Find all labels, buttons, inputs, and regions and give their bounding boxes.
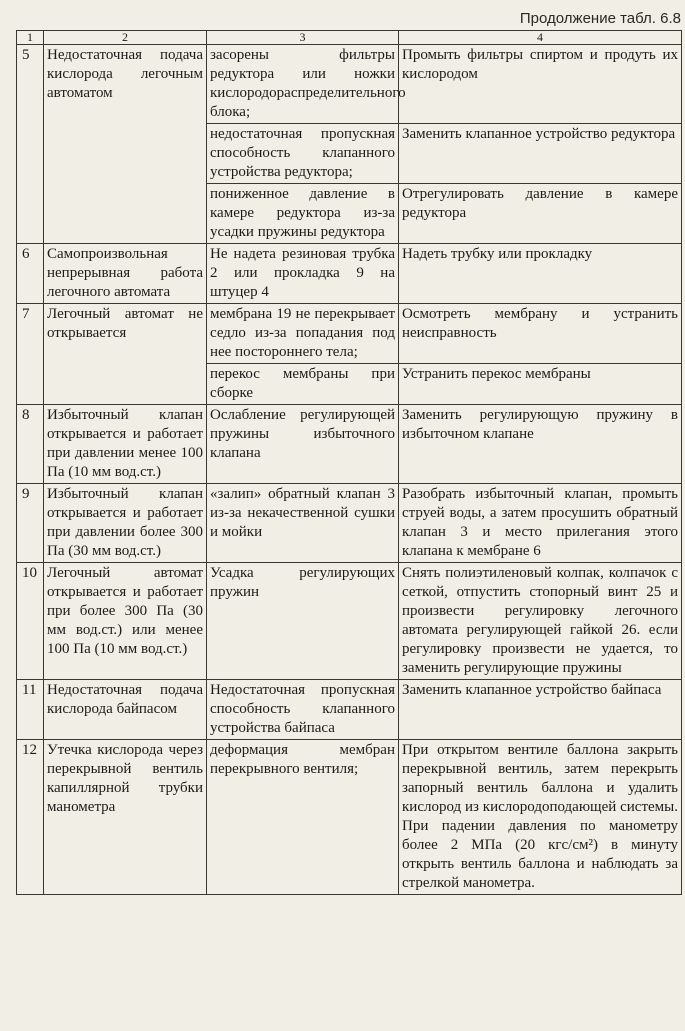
fault-cell: Утечка кислорода через перекрывной вентиль капиллярной трубки манометра xyxy=(44,740,207,895)
row-number: 12 xyxy=(17,740,44,895)
remedy-cell: Промыть фильтры спиртом и продуть их кислородом xyxy=(399,45,682,124)
table-row xyxy=(17,304,682,364)
column-number: 4 xyxy=(399,31,682,45)
fault-cell: Легочный автомат открывается и работает при более 300 Па (30 мм вод.ст.) или менее 100 Па (10 мм вод.ст.) xyxy=(44,563,207,680)
table-row xyxy=(17,45,682,124)
table-row xyxy=(17,563,682,680)
row-number: 5 xyxy=(17,45,44,244)
row-number: 8 xyxy=(17,405,44,484)
remedy-cell: Заменить клапанное устройство байпаса xyxy=(399,680,682,740)
fault-cell: Легочный автомат не открывается xyxy=(44,304,207,405)
cause-cell: Не надета резиновая трубка 2 или прокладка 9 на штуцер 4 xyxy=(207,244,399,304)
fault-cell: Недостаточная подача кислорода байпасом xyxy=(44,680,207,740)
remedy-cell: Надеть трубку или прокладку xyxy=(399,244,682,304)
cause-cell: Усадка регулирующих пружин xyxy=(207,563,399,680)
column-number: 3 xyxy=(207,31,399,45)
remedy-cell: Заменить клапанное устройство редуктора xyxy=(399,124,682,184)
cause-cell: мембрана 19 не перекрывает седло из-за попадания под нее постороннего тела; xyxy=(207,304,399,364)
row-number: 6 xyxy=(17,244,44,304)
remedy-cell: Разобрать избыточный клапан, промыть струей воды, а затем просушить обратный клапан 3 и место прилегания этого клапана к мембране 6 xyxy=(399,484,682,563)
fault-cell: Самопроизвольная непрерывная работа легочного автомата xyxy=(44,244,207,304)
remedy-cell: Снять полиэтиленовый колпак, колпачок с сеткой, отпустить стопорный винт 25 и произвести регулировку легочного автомата регулирующей гайкой 26. если регулировку произвести не удается, то заменить регулирующие пружины xyxy=(399,563,682,680)
fault-table xyxy=(16,30,682,895)
cause-cell: засорены фильтры редуктора или ножки кислородораспределительного блока; xyxy=(207,45,399,124)
column-number: 2 xyxy=(44,31,207,45)
cause-cell: Недостаточная пропускная способность клапанного устройства байпаса xyxy=(207,680,399,740)
column-number-row xyxy=(17,31,682,45)
fault-cell: Недостаточная подача кислорода легочным автоматом xyxy=(44,45,207,244)
remedy-cell: Устранить перекос мембраны xyxy=(399,364,682,405)
column-number: 1 xyxy=(17,31,44,45)
fault-cell: Избыточный клапан открывается и работает при давлении более 300 Па (30 мм вод.ст.) xyxy=(44,484,207,563)
row-number: 9 xyxy=(17,484,44,563)
remedy-cell: Отрегулировать давление в камере редуктора xyxy=(399,184,682,244)
cause-cell: недостаточная пропускная способность клапанного устройства редуктора; xyxy=(207,124,399,184)
fault-cell: Избыточный клапан открывается и работает при давлении менее 100 Па (10 мм вод.ст.) xyxy=(44,405,207,484)
table-row xyxy=(17,405,682,484)
table-row xyxy=(17,740,682,895)
table-row xyxy=(17,484,682,563)
table-row xyxy=(17,244,682,304)
remedy-cell: Осмотреть мембрану и устранить неисправность xyxy=(399,304,682,364)
table-row xyxy=(17,680,682,740)
row-number: 10 xyxy=(17,563,44,680)
cause-cell: деформация мембран перекрывного вентиля; xyxy=(207,740,399,895)
remedy-cell: Заменить регулирующую пружину в избыточном клапане xyxy=(399,405,682,484)
row-number: 11 xyxy=(17,680,44,740)
row-number: 7 xyxy=(17,304,44,405)
cause-cell: перекос мембраны при сборке xyxy=(207,364,399,405)
cause-cell: Ослабление регулирующей пружины избыточного клапана xyxy=(207,405,399,484)
cause-cell: пониженное давление в камере редуктора из-за усадки пружины редуктора xyxy=(207,184,399,244)
remedy-cell: При открытом вентиле баллона закрыть перекрывной вентиль, затем перекрыть запорный вентиль баллона и удалить кислород из кислородоподающей системы. При падении давления по манометру более 2 МПа (20 кгс/см²) в минуту открыть вентиль баллона и наблюдать за стрелкой манометра. xyxy=(399,740,682,895)
cause-cell: «залип» обратный клапан 3 из-за некачественной сушки и мойки xyxy=(207,484,399,563)
table-caption: Продолжение табл. 6.8 xyxy=(519,10,681,27)
